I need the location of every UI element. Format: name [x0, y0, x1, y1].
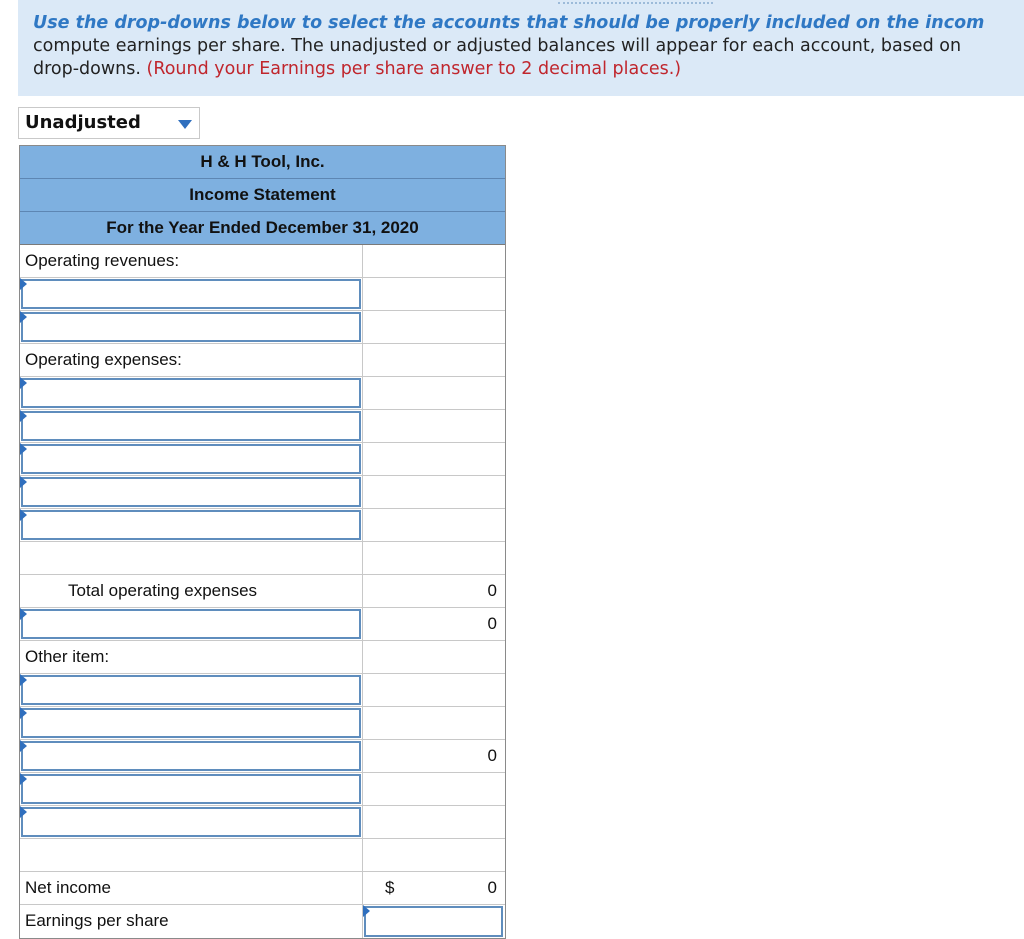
dropdown-indicator-icon	[20, 377, 27, 389]
amount-cell	[363, 410, 505, 442]
table-row	[20, 278, 505, 311]
table-row	[20, 410, 505, 443]
amount-cell	[363, 443, 505, 475]
table-row	[20, 476, 505, 509]
dropdown-indicator-icon	[20, 740, 27, 752]
table-row	[20, 707, 505, 740]
net-income-label: Net income	[20, 872, 363, 904]
dropdown-indicator-icon	[20, 674, 27, 686]
eps-label: Earnings per share	[20, 905, 363, 938]
currency-symbol: $	[385, 878, 395, 897]
amount-cell	[363, 674, 505, 706]
other-account-cell	[20, 740, 363, 772]
subtotal-account-dropdown[interactable]	[21, 609, 361, 639]
dotted-rule	[558, 2, 713, 4]
table-row	[20, 608, 505, 641]
expense-account-dropdown-1[interactable]	[21, 378, 361, 408]
expense-account-dropdown-3[interactable]	[21, 444, 361, 474]
other-account-cell	[20, 674, 363, 706]
table-row	[20, 872, 505, 905]
other-account-dropdown-3[interactable]	[21, 741, 361, 771]
eps-input[interactable]	[364, 906, 503, 937]
dropdown-indicator-icon	[20, 311, 27, 323]
expense-account-cell	[20, 377, 363, 409]
table-row	[20, 542, 505, 575]
revenue-account-dropdown-1[interactable]	[21, 279, 361, 309]
expense-account-dropdown-5[interactable]	[21, 510, 361, 540]
revenue-account-cell	[20, 278, 363, 310]
other-account-dropdown-2[interactable]	[21, 708, 361, 738]
eps-cell	[363, 905, 505, 938]
other-account-cell	[20, 806, 363, 838]
amount-cell	[363, 773, 505, 805]
blank-cell	[20, 542, 363, 574]
expense-account-dropdown-2[interactable]	[21, 411, 361, 441]
statement-title: Income Statement	[20, 179, 505, 212]
dropdown-indicator-icon	[20, 707, 27, 719]
table-row	[20, 443, 505, 476]
table-row	[20, 905, 505, 938]
amount-cell	[363, 707, 505, 739]
table-row	[20, 311, 505, 344]
other-account-dropdown-1[interactable]	[21, 675, 361, 705]
expense-account-cell	[20, 443, 363, 475]
other-account-cell	[20, 773, 363, 805]
statement-period: For the Year Ended December 31, 2020	[20, 212, 505, 245]
other-item-value: 0	[487, 746, 497, 765]
other-account-dropdown-5[interactable]	[21, 807, 361, 837]
instruction-line-3: drop-downs. (Round your Earnings per share answer to 2 decimal places.)	[33, 59, 682, 79]
table-row	[20, 509, 505, 542]
balance-type-selected: Unadjusted	[25, 112, 141, 133]
table-row	[20, 344, 505, 377]
instructions-banner	[18, 0, 1024, 96]
table-row	[20, 839, 505, 872]
other-account-cell	[20, 707, 363, 739]
amount-cell	[363, 641, 505, 673]
table-row	[20, 641, 505, 674]
dropdown-indicator-icon	[20, 410, 27, 422]
instruction-line-1: Use the drop-downs below to select the accounts that should be properly included on the incom	[33, 13, 985, 33]
amount-cell	[363, 806, 505, 838]
other-item-label: Other item:	[20, 641, 363, 673]
amount-cell	[363, 245, 505, 277]
revenue-account-cell	[20, 311, 363, 343]
amount-cell	[363, 377, 505, 409]
blank-cell	[20, 839, 363, 871]
subtotal-account-cell	[20, 608, 363, 640]
dropdown-indicator-icon	[20, 509, 27, 521]
total-operating-expenses-label: Total operating expenses	[20, 575, 363, 607]
amount-cell	[363, 542, 505, 574]
balance-type-dropdown[interactable]	[18, 107, 200, 139]
dropdown-indicator-icon	[20, 806, 27, 818]
chevron-down-icon[interactable]	[178, 120, 192, 129]
operating-expenses-label: Operating expenses:	[20, 344, 363, 376]
table-row	[20, 575, 505, 608]
amount-cell	[363, 476, 505, 508]
net-income-cell	[363, 872, 505, 904]
table-row	[20, 740, 505, 773]
dropdown-indicator-icon	[20, 773, 27, 785]
revenue-account-dropdown-2[interactable]	[21, 312, 361, 342]
net-income-value: 0	[487, 878, 497, 897]
dropdown-indicator-icon	[20, 443, 27, 455]
operating-revenues-label: Operating revenues:	[20, 245, 363, 277]
table-row	[20, 806, 505, 839]
amount-cell	[363, 839, 505, 871]
amount-cell	[363, 278, 505, 310]
input-indicator-icon	[363, 905, 370, 917]
income-statement-table	[19, 145, 506, 939]
rounding-note: (Round your Earnings per share answer to 2 decimal places.)	[146, 59, 682, 79]
table-row	[20, 773, 505, 806]
amount-cell	[363, 344, 505, 376]
instruction-line-2: compute earnings per share. The unadjusted or adjusted balances will appear for each account, based on	[33, 36, 962, 56]
table-row	[20, 377, 505, 410]
dropdown-indicator-icon	[20, 278, 27, 290]
dropdown-indicator-icon	[20, 608, 27, 620]
expense-account-cell	[20, 509, 363, 541]
company-name: H & H Tool, Inc.	[20, 146, 505, 179]
other-account-dropdown-4[interactable]	[21, 774, 361, 804]
amount-cell	[363, 311, 505, 343]
expense-account-cell	[20, 476, 363, 508]
subtotal-value: 0	[487, 614, 497, 633]
expense-account-dropdown-4[interactable]	[21, 477, 361, 507]
expense-account-cell	[20, 410, 363, 442]
table-row	[20, 674, 505, 707]
table-row	[20, 245, 505, 278]
amount-cell	[363, 509, 505, 541]
total-operating-expenses-value: 0	[487, 581, 497, 600]
dropdown-indicator-icon	[20, 476, 27, 488]
